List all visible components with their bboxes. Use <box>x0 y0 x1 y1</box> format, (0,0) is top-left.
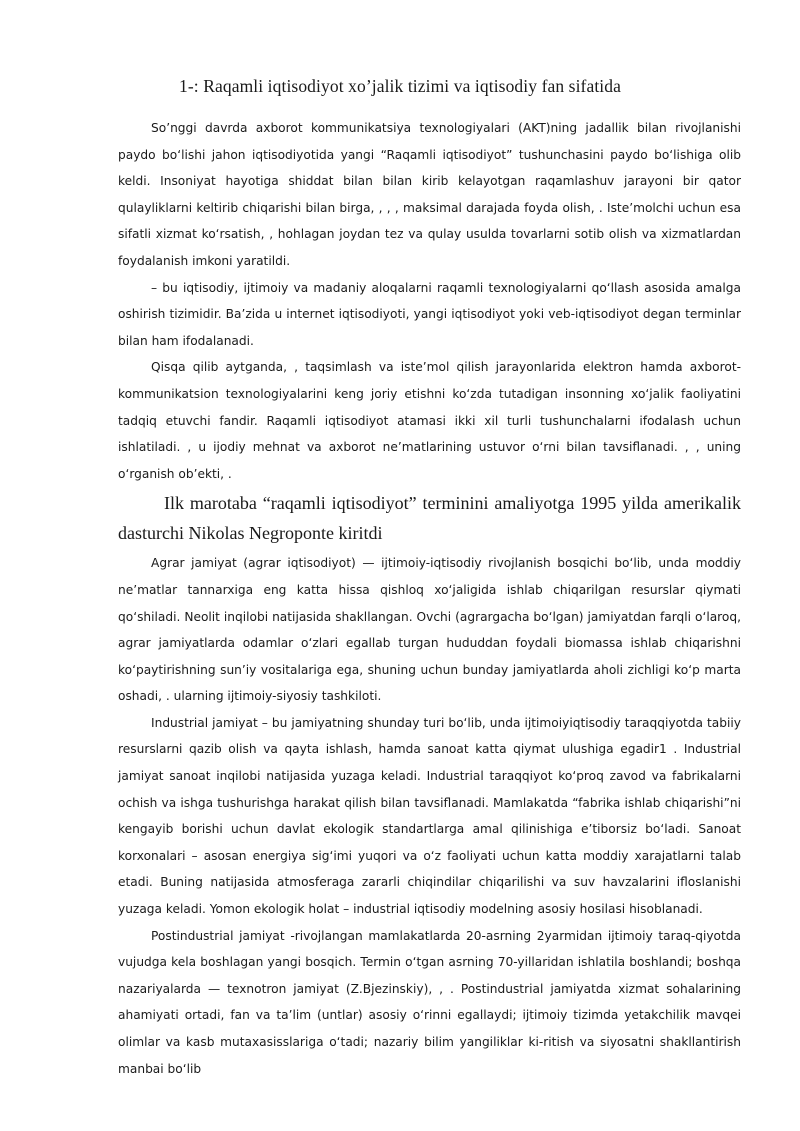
paragraph-definition: – bu iqtisodiy, ijtimoiy va madaniy aloqalarni raqamli texnologiyalarni qo‘llash asosida amalga oshirish tizimidir. Ba’zida u internet iqtisodiyoti, yangi iqtisodiyot yoki veb-iqtisodiyot degan terminlar bilan ham ifodalanadi. <box>118 280 741 348</box>
paragraph-industrial: Industrial jamiyat – bu jamiyatning shunday turi bo‘lib, unda ijtimoiyiqtisodiy taraqqiyotda tabiiy resurslarni qazib olish va qayta ishlash, hamda sanoat katta qiymat ulushiga egadir1 . Industrial jamiyat sanoat inqilobi natijasida yuzaga keladi. Industrial taraqqiyot ko‘proq zavod va fabrikalarni ochish va ishga tushurishga harakat qilish bilan tavsiflanadi. Mamlakatda “fabrika ishlab chiqarishi”ni kengayib borishi uchun davlat ekologik standartlarga amal qilinishiga e’tiborsiz bo‘ladi. Sanoat korxonalari – asosan energiya sig‘imi yuqori va o‘z faoliyati uchun katta moddiy xarajatlarni talab etadi. Buning natijasida atmosferaga zararli chiqindilar chiqarilishi va suv havzalarini ifloslanishi yuzaga keladi. Yomon ekologik holat – industrial iqtisodiy modelning asosiy hosilasi hisoblanadi. <box>118 715 741 917</box>
section-heading-negroponte: Ilk marotaba “raqamli iqtisodiyot” terminini amaliyotga 1995 yilda amerikalik dasturchi Nikolas Negroponte kiritdi <box>118 493 741 544</box>
page-title: 1-: Raqamli iqtisodiyot xo’jalik tizimi va iqtisodiy fan sifatida <box>179 76 621 96</box>
paragraph-summary: Qisqa qilib aytganda, , taqsimlash va iste’mol qilish jarayonlarida elektron hamda axborot-kommunikatsion texnologiyalarini keng joriy etishni ko‘zda tutadigan insonning xo‘jalik faoliyatini tadqiq etuvchi fandir. Raqamli iqtisodiyot atamasi ikki xil turli tushunchalarni ifodalash uchun ishlatiladi. , u ijodiy mehnat va axborot ne’matlarining ustuvor o‘rni bilan tavsiflanadi. , , uning o‘rganish ob’ekti, . <box>118 360 741 481</box>
paragraph-postindustrial: Postindustrial jamiyat -rivojlangan mamlakatlarda 20-asrning 2yarmidan ijtimoiy taraq-qiyotda vujudga kela boshlagan yangi bosqich. Termin o‘tgan asrning 70-yillaridan ishlatila boshlandi; boshqa nazariyalarda — texnotron jamiyat (Z.Bjezinskiy), , . Postindustrial jamiyatda xizmat sohalarining ahamiyati ortadi, fan va ta’lim (untlar) asosiy o‘rinni egallaydi; ijtimoiy tizimda yetakchilik mavqei olimlar va kasb mutaxasisslariga o‘tadi; nazariy bilim yangiliklar ki-ritish va siyosatni shakllantirish manbai bo‘lib <box>118 928 741 1076</box>
document-body <box>118 115 741 1082</box>
paragraph-akt: So’nggi davrda axborot kommunikatsiya texnologiyalari (AKT)ning jadallik bilan rivojlanishi paydo bo‘lishi jahon iqtisodiyotida yangi “Raqamli iqtisodiyot” tushunchasini paydo bo‘lishiga olib keldi. Insoniyat hayotiga shiddat bilan bilan kirib kelayotgan raqamlashuv jarayoni bir qator qulayliklarni keltirib chiqarishi bilan birga, , , , maksimal darajada foyda olish, . Iste’molchi uchun esa sifatli xizmat ko‘rsatish, , hohlagan joydan tez va qulay usulda tovarlarni sotib olish va xizmatlardan foydalanish imkoni yaratildi. <box>118 121 741 268</box>
paragraph-agrar: Agrar jamiyat (agrar iqtisodiyot) — ijtimoiy-iqtisodiy rivojlanish bosqichi bo‘lib, unda moddiy ne’matlar tannarxiga eng katta hissa qishloq xo‘jaligida ishlab chiqarilgan resurslar qiymati qo‘shiladi. Neolit inqilobi natijasida shakllangan. Ovchi (agrargacha bo‘lgan) jamiyatdan farqli o‘laroq, agrar jamiyatlarda odamlar o‘zlari egallab turgan hududdan foydali biomassa ishlab chiqarishni ko‘paytirishning sun’iy vositalariga ega, shuning uchun bunday jamiyatlarda aholi zichligi ko‘p marta oshadi, . ularning ijtimoiy-siyosiy tashkiloti. <box>118 556 741 704</box>
